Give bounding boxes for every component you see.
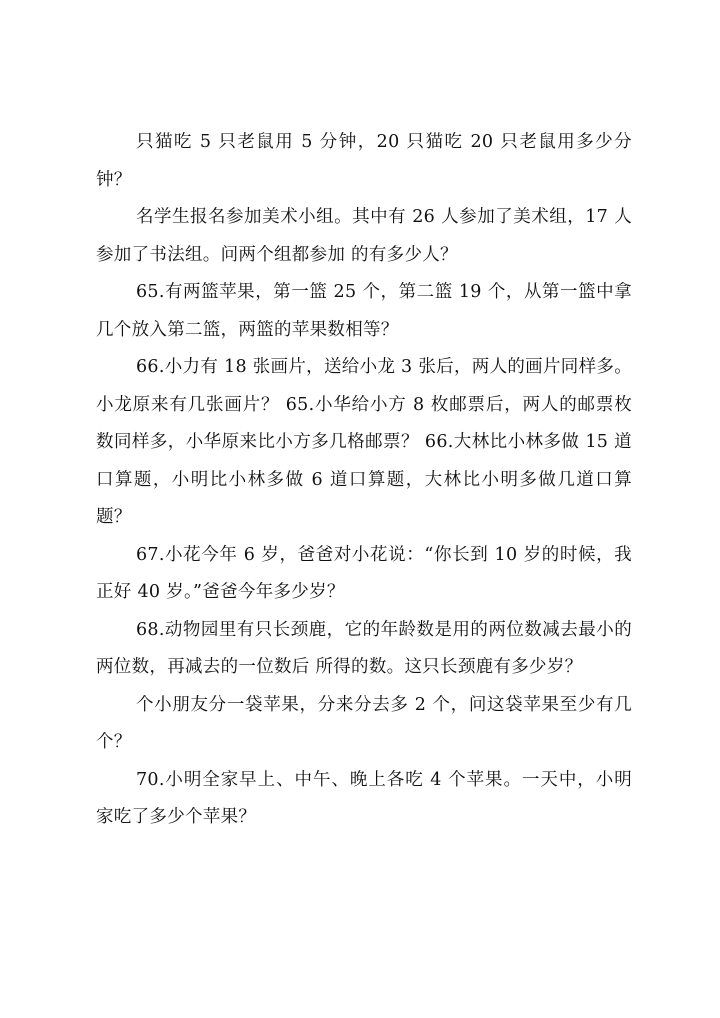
problem-paragraph: 70.小明全家早上、中午、晚上各吃 4 个苹果。一天中，小明家吃了多少个苹果？ (96, 769, 632, 827)
problem-paragraph: 个小朋友分一袋苹果，分来分去多 2 个，问这袋苹果至少有几个？ (96, 694, 632, 752)
problem-paragraph: 65.有两篮苹果，第一篮 25 个，第二篮 19 个，从第一篮中拿几个放入第二篮，两篮的苹果数相等？ (96, 282, 632, 340)
problem-paragraph: 67.小花今年 6 岁，爸爸对小花说：“你长到 10 岁的时候，我正好 40 岁。”爸爸今年多少岁？ (96, 544, 632, 602)
problem-paragraph: 只猫吃 5 只老鼠用 5 分钟，20 只猫吃 20 只老鼠用多少分钟？ (96, 132, 632, 190)
problem-paragraph: 名学生报名参加美术小组。其中有 26 人参加了美术组，17 人参加了书法组。问两个组都参加 的有多少人？ (96, 207, 632, 265)
problem-paragraph: 66.小力有 18 张画片，送给小龙 3 张后，两人的画片同样多。小龙原来有几张画片？ 65.小华给小方 8 枚邮票后，两人的邮票枚数同样多，小华原来比小方多几格邮票？ 66.大林比小林多做 15 道口算题，小明比小林多做 6 道口算题，大林比小明多做几道口算题？ (96, 357, 632, 527)
document-body (96, 124, 632, 837)
problem-paragraph: 68.动物园里有只长颈鹿，它的年龄数是用的两位数减去最小的两位数，再减去的一位数后 所得的数。这只长颈鹿有多少岁？ (96, 619, 632, 677)
